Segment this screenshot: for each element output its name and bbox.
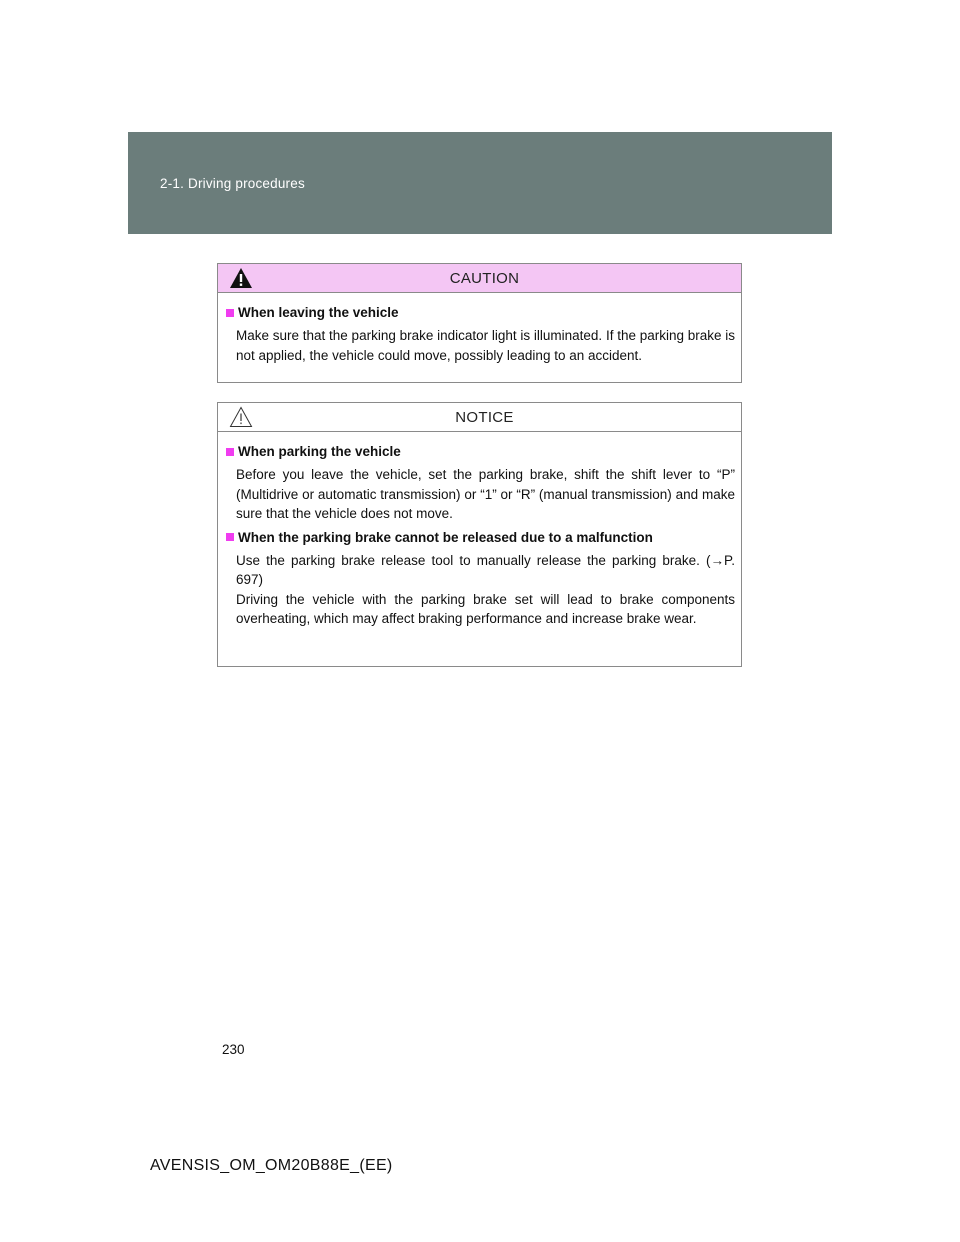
notice-item-title-text: When parking the vehicle xyxy=(238,444,401,459)
caution-item-text: Make sure that the parking brake indicator light is illuminated. If the parking brake is not applied, the vehicle could move, possibly leading to an accident. xyxy=(236,328,736,363)
notice-label: NOTICE xyxy=(455,408,514,426)
notice-item xyxy=(226,444,735,524)
warning-icon xyxy=(229,267,253,289)
page-number: 230 xyxy=(222,1042,245,1057)
caution-body xyxy=(218,293,741,365)
caution-box xyxy=(217,263,742,383)
notice-box xyxy=(217,402,742,667)
notice-item-title xyxy=(226,530,735,545)
caution-item-title xyxy=(226,305,735,320)
square-bullet-icon xyxy=(226,309,234,317)
notice-item-text: Use the parking brake release tool to manually release the parking brake. (→P. 697) xyxy=(236,552,735,587)
caution-item xyxy=(226,305,735,365)
caution-header xyxy=(218,264,741,293)
notice-body xyxy=(218,432,741,629)
caution-label: CAUTION xyxy=(449,269,520,287)
notice-outline-icon xyxy=(229,406,253,428)
notice-item-title-text: When the parking brake cannot be released due to a malfunction xyxy=(238,529,653,545)
caution-item-title-text: When leaving the vehicle xyxy=(238,305,399,320)
notice-item xyxy=(226,530,735,629)
header-band xyxy=(128,132,832,234)
square-bullet-icon xyxy=(226,533,234,541)
section-title: 2-1. Driving procedures xyxy=(160,176,305,191)
notice-header xyxy=(218,403,741,432)
notice-item-text: Before you leave the vehicle, set the parking brake, shift the shift lever to “P” (Multidrive or automatic transmission) or “1” or “R” (manual transmission) and make sure that the vehicle does not move. xyxy=(236,467,735,521)
notice-item-text: Driving the vehicle with the parking brake set will lead to brake components overheating, which may affect braking performance and increase brake wear. xyxy=(236,591,735,626)
notice-item-title xyxy=(226,444,735,459)
square-bullet-icon xyxy=(226,448,234,456)
document-code: AVENSIS_OM_OM20B88E_(EE) xyxy=(150,1157,393,1174)
